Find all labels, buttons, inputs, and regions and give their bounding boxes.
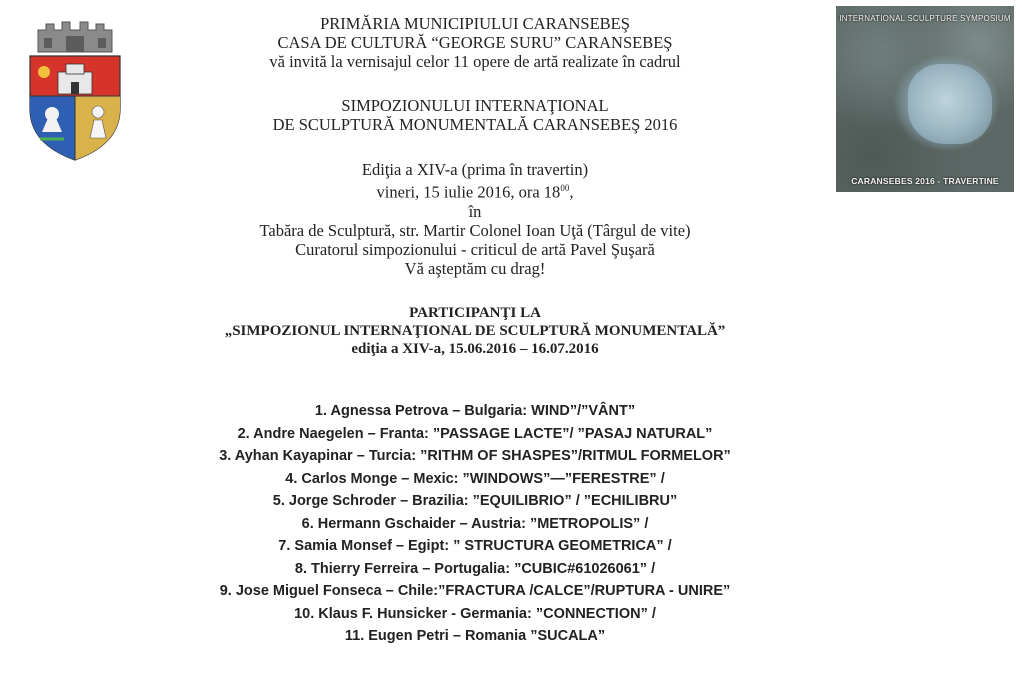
curator-line: Curatorul simpozionului - criticul de artă Pavel Şuşară	[295, 239, 655, 259]
participants-title-line1: PARTICIPANŢI LA	[409, 305, 541, 321]
header-line-casa-cultura: CASA DE CULTURĂ “GEORGE SURU” CARANSEBEŞ	[277, 33, 673, 52]
photo-bottom-caption: CARANSEBES 2016 - TRAVERTINE	[851, 176, 999, 186]
in-line: în	[468, 201, 482, 221]
list-item: 3. Ayhan Kayapinar – Turcia: ”RITHM OF SHASPES”/RITMUL FORMELOR”	[219, 448, 731, 464]
list-item: 4. Carlos Monge – Mexic: ”WINDOWS”—”FERESTRE” /	[285, 470, 665, 487]
coat-of-arms-icon	[20, 14, 130, 164]
event-details	[180, 160, 770, 278]
header-line-invitation: vă invită la vernisajul celor 11 opere de artă realizate în cadrul	[269, 52, 681, 71]
invitation-header	[180, 14, 770, 71]
symposium-title-line2: DE SCULPTURĂ MONUMENTALĂ CARANSEBEŞ 2016	[272, 115, 678, 134]
location-line: Tabăra de Sculptură, str. Martir Colonel Ioan Uţă (Târgul de vite)	[259, 220, 691, 240]
list-item: 11. Eugen Petri – Romania ”SUCALA”	[344, 628, 606, 644]
list-item: 7. Samia Monsef – Egipt: ” STRUCTURA GEOMETRICA” /	[278, 538, 672, 554]
list-item: 1. Agnessa Petrova – Bulgaria: WIND”/”VÂNT”	[314, 403, 636, 419]
participants-title-line2: „SIMPOZIONUL INTERNAŢIONAL DE SCULPTURĂ MONUMENTALĂ”	[224, 323, 726, 339]
photo-top-caption: INTERNATIONAL SCULPTURE SYMPOSIUM	[839, 14, 1011, 23]
travertine-stone-image	[908, 64, 992, 144]
list-item: 5. Jorge Schroder – Brazilia: ”EQUILIBRIO” / ”ECHILIBRU”	[272, 493, 678, 509]
list-item: 8. Thierry Ferreira – Portugalia: ”CUBIC#61026061” /	[294, 560, 656, 577]
list-item: 2. Andre Naegelen – Franta: ”PASSAGE LACTE”/ ”PASAJ NATURAL”	[237, 425, 713, 442]
list-item: 9. Jose Miguel Fonseca – Chile:”FRACTURA /CALCE”/RUPTURA - UNIRE”	[219, 583, 731, 599]
symposium-title-line1: SIMPOZIONULUI INTERNAŢIONAL	[341, 96, 609, 115]
header-line-primaria: PRIMĂRIA MUNICIPIULUI CARANSEBEŞ	[320, 14, 630, 33]
symposium-title	[180, 96, 770, 134]
welcome-line: Vă aşteptăm cu drag!	[404, 258, 546, 278]
edition-line: Ediţia a XIV-a (prima în travertin)	[361, 160, 589, 179]
list-item: 10. Klaus F. Hunsicker - Germania: ”CONNECTION” /	[294, 605, 656, 622]
participants-title-line3: ediţia a XIV-a, 15.06.2016 – 16.07.2016	[351, 341, 599, 357]
participants-title	[180, 304, 770, 358]
date-line: vineri, 15 iulie 2016, ora $18^{00}$,	[376, 182, 574, 202]
participants-list	[160, 400, 790, 648]
list-item: 6. Hermann Gschaider – Austria: ”METROPOLIS” /	[301, 515, 649, 532]
symposium-photo	[836, 6, 1014, 192]
